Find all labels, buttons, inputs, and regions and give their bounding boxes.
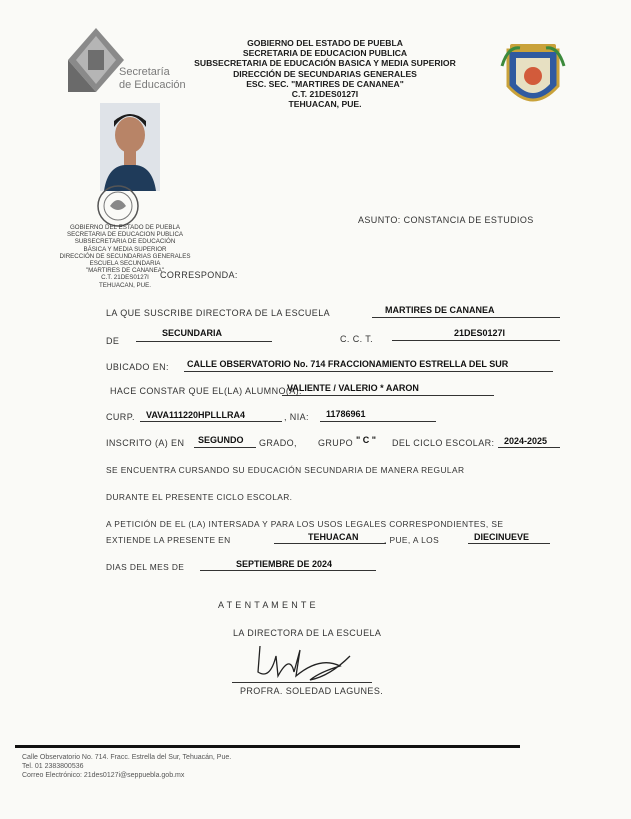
header-line: C.T. 21DES0127I — [291, 89, 359, 100]
stamp-line: DIRECCIÓN DE SECUNDARIAS GENERALES — [59, 252, 191, 260]
ciclo-label: DEL CICLO ESCOLAR: — [392, 438, 495, 448]
header-line: ESC. SEC. "MARTIRES DE CANANEA" — [246, 78, 404, 89]
asunto-value: CONSTANCIA DE ESTUDIOS — [403, 215, 534, 225]
underline — [184, 371, 553, 372]
underline — [498, 447, 560, 448]
address-value: CALLE OBSERVATORIO No. 714 FRACCIONAMIENTO ESTRELLA DEL SUR — [187, 359, 509, 369]
underline — [468, 543, 550, 544]
atentamente: A T E N T A M E N T E — [218, 600, 316, 610]
salutation: CORRESPONDA: — [160, 270, 238, 280]
underline — [282, 395, 494, 396]
underline — [194, 447, 256, 448]
footer-email: Correo Electrónico: 21des0127i@seppuebla.gob.mx — [22, 772, 185, 779]
footer-rule — [15, 745, 520, 748]
stamp-line: SUBSECRETARIA DE EDUCACIÓN — [74, 238, 176, 246]
body-line-durante: DURANTE EL PRESENTE CICLO ESCOLAR. — [106, 492, 293, 502]
grade-value: SEGUNDO — [198, 435, 244, 445]
dias-label: DIAS DEL MES DE — [106, 562, 185, 572]
letterhead — [190, 38, 460, 109]
header-line: TEHUACAN, PUE. — [288, 99, 362, 110]
seal-icon — [92, 184, 144, 228]
sep-logo-emblem-icon — [64, 26, 124, 98]
sep-logo — [64, 26, 192, 98]
header-line: GOBIERNO DEL ESTADO DE PUEBLA — [247, 38, 403, 48]
footer-address: Calle Observatorio No. 714. Fracc. Estrella del Sur, Tehuacán, Pue. — [22, 754, 232, 761]
underline — [200, 570, 376, 571]
logo-line-2: de Educación — [119, 79, 186, 91]
curp-label: CURP. — [106, 412, 135, 422]
day-value: DIECINUEVE — [474, 532, 530, 542]
student-photo-icon — [100, 103, 160, 191]
body-line-cursando: SE ENCUENTRA CURSANDO SU EDUCACIÓN SECUNDARIA DE MANERA REGULAR — [106, 465, 465, 475]
stamp-line: ESCUELA SECUNDARIA — [89, 260, 161, 268]
underline — [140, 421, 282, 422]
group-value: " C " — [356, 435, 377, 445]
grado-label: GRADO, — [259, 438, 297, 448]
underline — [372, 317, 560, 318]
body-line-suscribe: LA QUE SUSCRIBE DIRECTORA DE LA ESCUELA — [106, 308, 331, 318]
footer-phone: Tel. 01 2383800536 — [22, 763, 84, 770]
header-line: SECRETARIA DE EDUCACION PUBLICA — [242, 48, 408, 59]
grupo-label: GRUPO — [318, 438, 354, 448]
student-photo — [100, 103, 160, 191]
header-line: DIRECCIÓN DE SECUNDARIAS GENERALES — [233, 68, 417, 79]
cct-value: 21DES0127I — [454, 328, 506, 338]
extiende-label: EXTIENDE LA PRESENTE EN — [106, 535, 231, 545]
footer — [22, 753, 231, 780]
stamp-line: BÁSICA Y MEDIA SUPERIOR — [83, 245, 167, 253]
cct-label: C. C. T. — [340, 334, 374, 344]
cycle-value: 2024-2025 — [504, 436, 548, 446]
asunto — [358, 215, 534, 225]
label-de: DE — [106, 336, 120, 346]
signature-icon — [250, 636, 360, 686]
stamp-line: "MARTIRES DE CANANEA" — [85, 267, 165, 275]
director-name: PROFRA. SOLEDAD LAGUNES. — [240, 686, 384, 696]
student-name: VALIENTE / VALERIO * AARON — [287, 383, 419, 393]
stamp-line: GOBIERNO DEL ESTADO DE PUEBLA — [69, 224, 181, 231]
body-line-peticion: A PETICIÓN DE EL (LA) INTERSADA Y PARA LOS USOS LEGALES CORRESPONDIENTES, SE — [106, 519, 504, 529]
nia-value: 11786961 — [326, 409, 366, 419]
month-value: SEPTIEMBRE DE 2024 — [236, 559, 333, 569]
school-level: SECUNDARIA — [162, 328, 223, 338]
underline — [320, 421, 436, 422]
school-name: MARTIRES DE CANANEA — [385, 305, 495, 315]
logo-line-1: Secretaría — [119, 66, 170, 78]
underline — [274, 543, 386, 544]
asunto-label: ASUNTO: — [358, 215, 401, 225]
pue-label: , PUE, A LOS — [384, 535, 440, 545]
header-line: SUBSECRETARIA DE EDUCACIÓN BASICA Y MEDIA SUPERIOR — [194, 58, 456, 69]
stamp-line: SECRETARIA DE EDUCACION PUBLICA — [66, 231, 184, 239]
inscrito-label: INSCRITO (A) EN — [106, 438, 185, 448]
director-role: LA DIRECTORA DE LA ESCUELA — [233, 628, 382, 638]
hace-constar: HACE CONSTAR QUE EL(LA) ALUMNO(A): — [110, 386, 302, 396]
school-emblem-icon — [498, 36, 568, 114]
underline — [392, 340, 560, 341]
signature-line — [232, 682, 372, 683]
city-value: TEHUACAN — [308, 532, 359, 542]
curp-value: VAVA111220HPLLLRA4 — [146, 410, 246, 420]
nia-label: , NIA: — [284, 412, 309, 422]
ubicado-label: UBICADO EN: — [106, 362, 169, 372]
stamp-line: C.T. 21DES0127I — [101, 274, 149, 282]
stamp-line: TEHUACAN, PUE. — [99, 281, 151, 289]
underline — [136, 341, 272, 342]
